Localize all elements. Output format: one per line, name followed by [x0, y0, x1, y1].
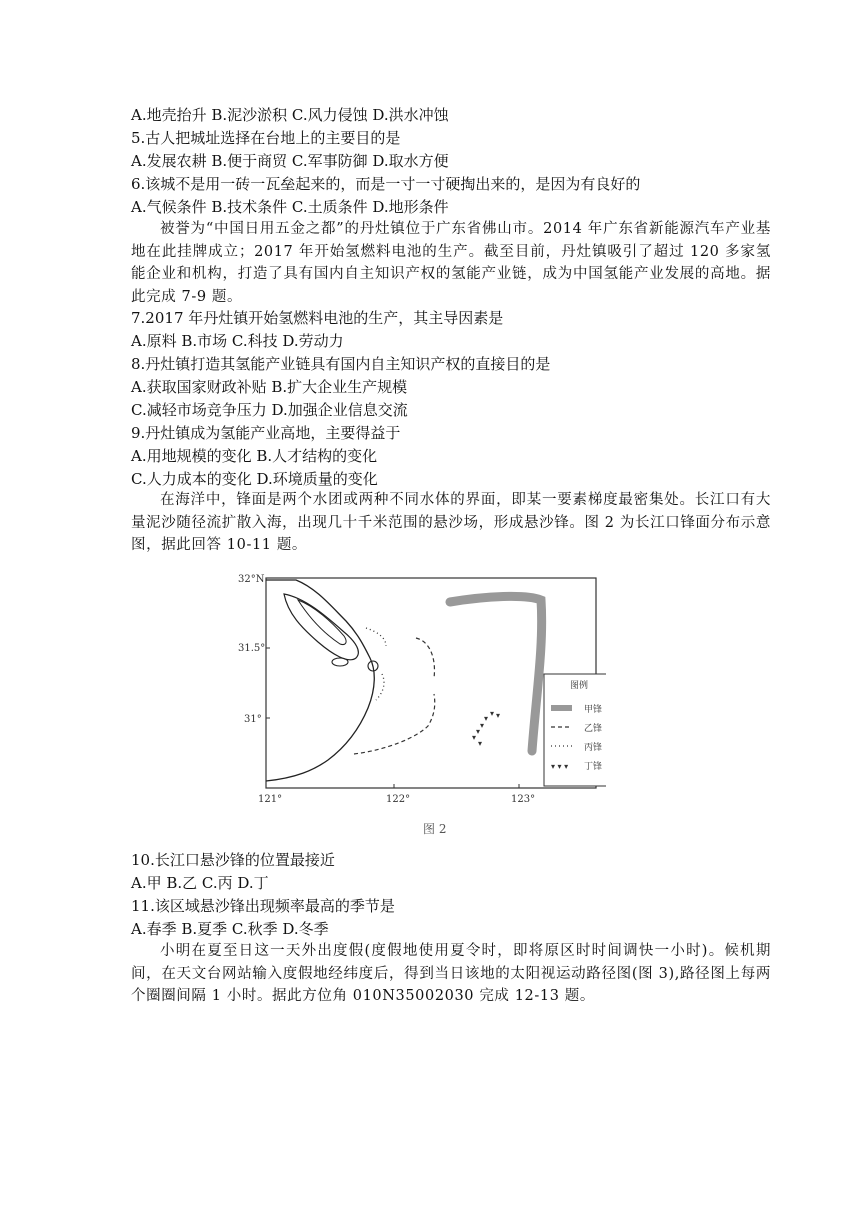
legend-jia: 甲锋: [584, 705, 603, 715]
small-island: [332, 658, 348, 666]
q8-stem: 8.丹灶镇打造其氢能产业链具有国内自主知识产权的直接目的是: [131, 355, 551, 373]
q7-stem: 7.2017 年丹灶镇开始氢燃料电池的生产，其主导因素是: [131, 309, 504, 327]
q11-stem: 11.该区域悬沙锋出现频率最高的季节是: [131, 897, 395, 915]
svg-text:▾: ▾: [480, 721, 485, 730]
chongming-island: [284, 594, 358, 660]
q5-options: A.发展农耕 B.便于商贸 C.军事防御 D.取水方便: [131, 152, 449, 170]
lon-label-122: 122°: [386, 794, 411, 805]
front-jia: [450, 596, 542, 751]
lat-label-32: 32°N: [238, 574, 265, 585]
q10-options: A.甲 B.乙 C.丙 D.丁: [131, 874, 269, 892]
front-bing-north: [366, 628, 386, 646]
front-yi-north: [416, 638, 434, 678]
svg-text:▾: ▾: [484, 714, 489, 723]
lon-label-121: 121°: [258, 794, 283, 805]
passage-xiaoming: 小明在夏至日这一天外出度假(度假地使用夏令时，即将原区时时间调快一小时)。候机期间，在天文台网站输入度假地经纬度后，得到当日该地的太阳视运动路径图(图 3),路径图上每两个圈圈间隔 1 小时。据此方位角 010N35002030 完成 12-13 题。: [131, 943, 771, 1004]
passage-danzao: 被誉为“中国日用五金之都”的丹灶镇位于广东省佛山市。2014 年广东省新能源汽车产业基地在此挂牌成立；2017 年开始氢燃料电池的生产。截至目前，丹灶镇吸引了超过 120 多家氢能企业和机构，打造了具有国内自主知识产权的氢能产业链，成为中国氢能产业发展的高地。据此完成 7-9 题。: [131, 221, 771, 305]
figure-caption: 图 2: [423, 822, 447, 836]
q6-stem: 6.该城不是用一砖一瓦垒起来的，而是一寸一寸硬掏出来的，是因为有良好的: [131, 175, 641, 193]
q8-options-ab: A.获取国家财政补贴 B.扩大企业生产规模: [131, 378, 408, 396]
passage-front: 在海洋中，锋面是两个水团或两种不同水体的界面，即某一要素梯度最密集处。长江口有大量泥沙随径流扩散入海，出现几十千米范围的悬沙场，形成悬沙锋。图 2 为长江口锋面分布示意图，据此回答 10-11 题。: [131, 492, 771, 553]
svg-text:▾: ▾: [478, 739, 483, 748]
q9-stem: 9.丹灶镇成为氢能产业高地，主要得益于: [131, 424, 401, 442]
q9-options-ab: A.用地规模的变化 B.人才结构的变化: [131, 447, 378, 465]
q4-options: A.地壳抬升 B.泥沙淤积 C.风力侵蚀 D.洪水冲蚀: [131, 106, 449, 124]
legend-ding: 丁锋: [584, 762, 603, 772]
q7-options: A.原料 B.市场 C.科技 D.劳动力: [131, 332, 344, 350]
front-map-svg: [236, 566, 606, 816]
front-ding: [472, 709, 500, 748]
lon-label-123: 123°: [511, 794, 536, 805]
figure-yangtze-fronts: [236, 566, 606, 836]
legend-yi: 乙锋: [584, 724, 603, 734]
legend-title: 图例: [570, 681, 589, 691]
svg-text:▾: ▾: [496, 711, 501, 720]
q8-options-cd: C.减轻市场竞争压力 D.加强企业信息交流: [131, 401, 408, 419]
q6-options: A.气候条件 B.技术条件 C.土质条件 D.地形条件: [131, 198, 449, 216]
svg-text:▾: ▾: [476, 727, 481, 736]
svg-text:▾: ▾: [490, 709, 495, 718]
lat-label-31-5: 31.5°: [238, 643, 266, 654]
island-inner: [298, 600, 346, 645]
front-yi-south: [354, 694, 435, 754]
front-bing-south: [376, 674, 384, 700]
coastline-mainland: [266, 580, 374, 781]
q11-options: A.春季 B.夏季 C.秋季 D.冬季: [131, 920, 329, 938]
legend-swatch-ding: ▾ ▾ ▾: [551, 762, 569, 771]
lat-label-31: 31°: [244, 714, 262, 725]
svg-text:▾: ▾: [472, 733, 477, 742]
legend-bing: 丙锋: [584, 743, 603, 753]
q10-stem: 10.长江口悬沙锋的位置最接近: [131, 851, 335, 869]
q9-options-cd: C.人力成本的变化 D.环境质量的变化: [131, 470, 378, 488]
q5-stem: 5.古人把城址选择在台地上的主要目的是: [131, 129, 401, 147]
